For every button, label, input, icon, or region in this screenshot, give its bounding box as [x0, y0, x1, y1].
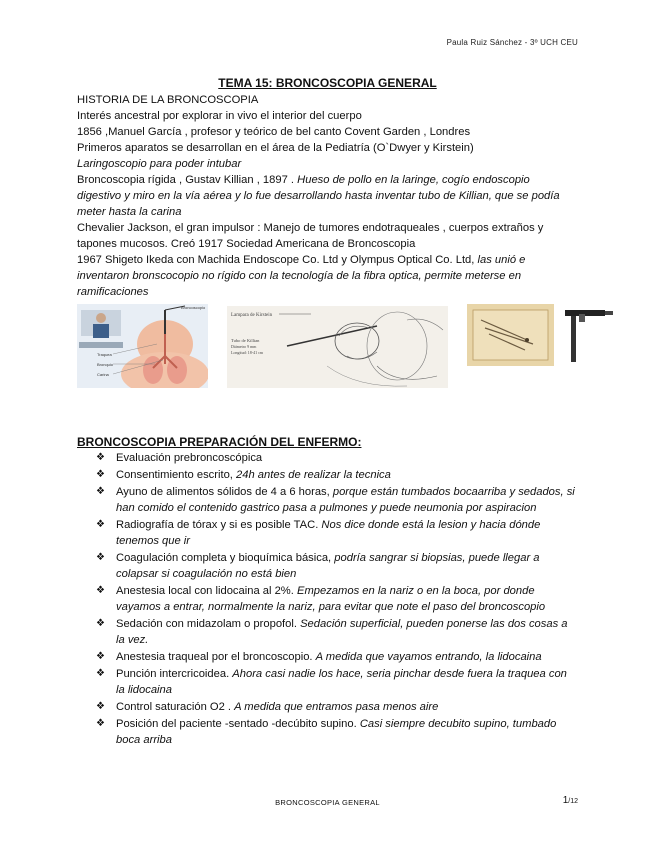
diamond-bullet-icon: ❖	[96, 519, 105, 530]
history-text: Broncoscopia rígida , Gustav Killian , 1897 .	[77, 174, 298, 186]
list-item: ❖ Radiografía de tórax y si es posible TAC. Nos dice donde está la lesion y hacia dónde tenemos que ir	[96, 519, 541, 547]
history-text: 1967 Shigeto Ikeda con Machida Endoscope Co. Ltd y Olympus Optical Co. Ltd,	[77, 254, 478, 266]
diamond-bullet-icon: ❖	[96, 585, 105, 596]
list-item: ❖ Posición del paciente -sentado -decúbito supino. Casi siempre decubito supino, tumbado boca arriba	[96, 718, 557, 746]
label-tubo-diametro: Diámetro 9 mm	[231, 344, 257, 349]
page-footer: BRONCOSCOPIA GENERAL	[275, 798, 380, 807]
diamond-bullet-icon: ❖	[96, 651, 105, 662]
history-line: Interés ancestral por explorar in vivo el interior del cuerpo	[77, 110, 362, 122]
diamond-bullet-icon: ❖	[96, 718, 105, 729]
diamond-bullet-icon: ❖	[96, 486, 105, 497]
label-lampara-kirstein: Lampara de Kirstein	[231, 313, 273, 318]
diamond-bullet-icon: ❖	[96, 668, 105, 679]
page-title: TEMA 15: BRONCOSCOPIA GENERAL	[218, 76, 437, 90]
label-broncoscopio: Broncoscopio	[181, 305, 206, 310]
history-heading: HISTORIA DE LA BRONCOSCOPIA	[77, 94, 259, 106]
diamond-bullet-icon: ❖	[96, 469, 105, 480]
diamond-bullet-icon: ❖	[96, 618, 105, 629]
label-tubo-killian: Tubo de Killian	[231, 338, 260, 343]
bronchoscope-tube-drawing	[555, 304, 622, 366]
list-item: ❖ Anestesia traqueal por el broncoscopio. A medida que vayamos entrando, la lidocaina	[96, 651, 542, 663]
list-item: ❖ Coagulación completa y bioquímica básica, podría sangrar si biopsias, puede llegar a colapsar si coagulación no está bien	[96, 552, 540, 580]
bronchoscopy-illustration	[77, 304, 208, 388]
kirstein-killian-engraving	[227, 306, 448, 388]
history-section	[77, 92, 577, 300]
history-note: Hueso de pollo en la laringe, cogío endoscopio digestivo y miro en la vía aérea y lo fue desarrollando hasta inventar tubo de Killian, que se podía meter hasta la carina	[77, 174, 560, 218]
section-title: BRONCOSCOPIA PREPARACIÓN DEL ENFERMO:	[77, 435, 362, 449]
page-header-author: Paula Ruiz Sánchez - 3º UCH CEU	[446, 38, 578, 47]
label-traquea: Traquea	[97, 352, 112, 357]
preparation-list	[96, 450, 576, 749]
history-line	[77, 172, 577, 220]
history-line: 1856 ,Manuel García , profesor y teórico de bel canto Covent Garden , Londres	[77, 126, 471, 138]
list-item: ❖ Sedación con midazolam o propofol. Sedación superficial, pueden ponerse las dos cosas a la vez.	[96, 618, 568, 646]
history-line: Chevalier Jackson, el gran impulsor : Manejo de tumores endotraqueales , cuerpos extraños y tapones mucosos. Creó 1917 Sociedad Americana de Broncoscopia	[77, 222, 544, 250]
figure-strip	[77, 304, 622, 388]
history-line	[77, 252, 577, 300]
list-item: ❖ Control saturación O2 . A medida que entramos pasa menos aire	[96, 701, 439, 713]
list-item: ❖ Punción intercricoidea. Ahora casi nadie los hace, seria pinchar desde fuera la traquea con la lidocaina	[96, 668, 567, 696]
list-item: ❖ Anestesia local con lidocaina al 2%. Empezamos en la nariz o en la boca, por donde vayamos a entrar, normalmente la nariz, para evitar que note el paso del broncoscopio	[96, 585, 546, 613]
label-bronquio: Bronquio	[97, 362, 114, 367]
label-tubo-longitud: Longitud: 18-41 cm	[231, 350, 263, 355]
rigid-bronchoscope-photo	[467, 304, 554, 366]
diamond-bullet-icon: ❖	[96, 452, 105, 463]
page-number: 1/12	[562, 795, 578, 806]
diamond-bullet-icon: ❖	[96, 701, 105, 712]
history-note: las unió e inventaron bronscocopio no rígido con la tecnología de la fibra optica, permite meterse en ramificaciones	[77, 254, 526, 298]
list-item: ❖ Consentimiento escrito, 24h antes de realizar la tecnica	[96, 469, 391, 481]
history-line: Laringoscopio para poder intubar	[77, 158, 242, 170]
list-item: ❖ Ayuno de alimentos sólidos de 4 a 6 horas, porque están tumbados bocaarriba y sedados, si han comido el contenido gastrico pasa a pulmones y puede neumonia por aspiracion	[96, 486, 575, 514]
diamond-bullet-icon: ❖	[96, 552, 105, 563]
list-item: ❖ Evaluación prebroncoscópica	[96, 452, 263, 464]
label-carina: Carina	[97, 372, 109, 377]
history-line: Primeros aparatos se desarrollan en el área de la Pediatría (O`Dwyer y Kirstein)	[77, 142, 474, 154]
